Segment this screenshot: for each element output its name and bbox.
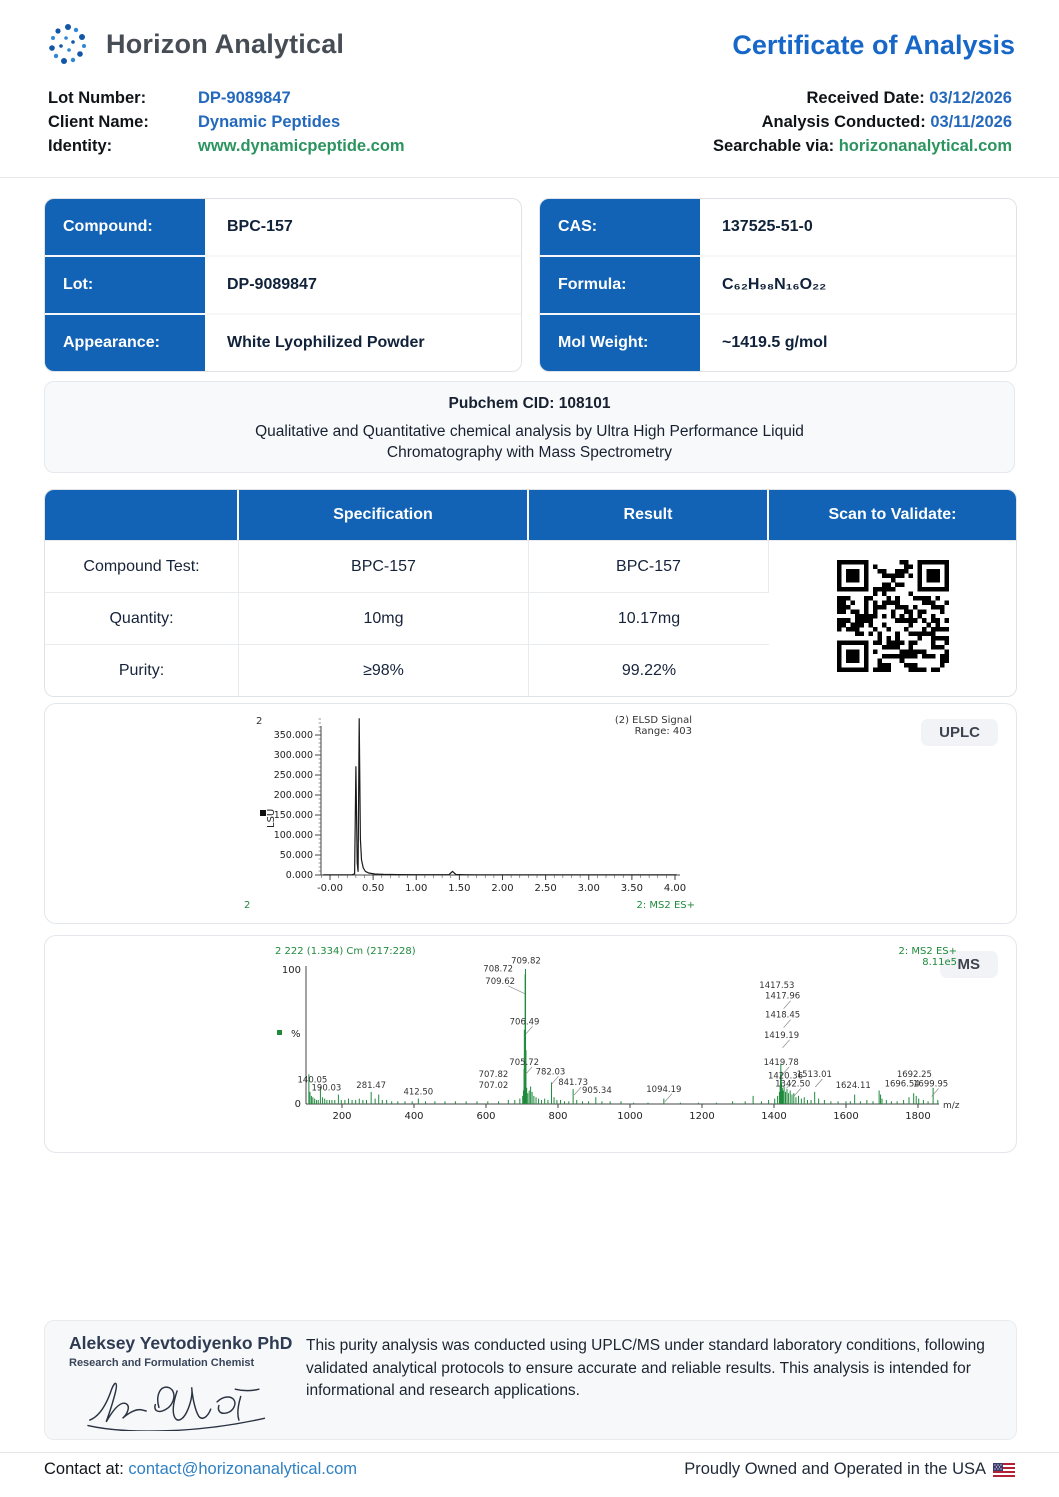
svg-text:100: 100 — [281, 965, 301, 976]
identity-link[interactable]: www.dynamicpeptide.com — [198, 137, 405, 155]
svg-text:1692.25: 1692.25 — [896, 1070, 932, 1080]
svg-text:1000: 1000 — [617, 1111, 643, 1122]
svg-text:782.03: 782.03 — [535, 1067, 566, 1078]
qr-cell — [769, 540, 1016, 696]
appearance-value: White Lyophilized Powder — [227, 334, 425, 351]
ms-panel — [44, 935, 1017, 1153]
signature-panel — [44, 1320, 1017, 1440]
svg-text:4.00: 4.00 — [663, 883, 687, 894]
table-row — [540, 199, 1016, 255]
svg-text:0.000: 0.000 — [285, 870, 313, 881]
spec-table — [45, 490, 1016, 696]
compound-test-spec: BPC-157 — [239, 540, 529, 592]
analysis-date-label: Analysis Conducted: — [761, 113, 926, 131]
svg-text:2: 2 — [256, 716, 263, 727]
svg-text:200: 200 — [332, 1111, 352, 1122]
header-divider — [0, 177, 1059, 178]
svg-text:350.000: 350.000 — [273, 730, 313, 741]
lot-number-value: DP-9089847 — [198, 89, 291, 107]
analysis-note: This purity analysis was conducted using UPLC/MS under standard laboratory conditions, following validated analytical protocols to ensure accurate and reliable results. This analysis is intended for informational and research applications. — [306, 1337, 985, 1399]
cas-label: CAS: — [540, 199, 700, 255]
svg-text:1418.45: 1418.45 — [765, 1010, 801, 1021]
received-date-value: 03/12/2026 — [929, 89, 1012, 107]
client-name-label: Client Name: — [48, 113, 149, 131]
svg-text:2.00: 2.00 — [491, 883, 514, 894]
identity-row — [48, 134, 405, 158]
svg-text:1419.78: 1419.78 — [763, 1057, 799, 1068]
searchable-link[interactable]: horizonanalytical.com — [838, 137, 1012, 155]
table-row — [540, 313, 1016, 371]
svg-text:707.82: 707.82 — [478, 1070, 509, 1080]
svg-text:1696.54: 1696.54 — [884, 1079, 920, 1090]
svg-text:8.11e5: 8.11e5 — [922, 957, 957, 968]
svg-text:2.50: 2.50 — [534, 883, 557, 894]
contact-label: Contact at: — [44, 1460, 124, 1478]
company-name: Horizon Analytical — [106, 28, 345, 59]
brand — [44, 20, 344, 68]
svg-text:841.73: 841.73 — [558, 1078, 588, 1089]
spec-header-result: Result — [529, 490, 769, 540]
svg-text:m/z: m/z — [943, 1101, 960, 1111]
searchable-row — [713, 134, 1012, 158]
contact-email-link[interactable]: contact@horizonanalytical.com — [128, 1460, 357, 1478]
cas-value: 137525-51-0 — [722, 218, 813, 235]
client-name-row — [48, 110, 405, 134]
uplc-chromatogram — [240, 710, 710, 915]
compound-value: BPC-157 — [227, 218, 293, 235]
svg-text:1800: 1800 — [905, 1111, 931, 1122]
compound-test-label: Compound Test: — [45, 540, 239, 592]
svg-text:1420.36: 1420.36 — [767, 1071, 804, 1082]
chemical-info-table — [539, 198, 1017, 372]
svg-text:1419.19: 1419.19 — [763, 1030, 800, 1041]
svg-text:1342.50: 1342.50 — [775, 1079, 811, 1090]
svg-text:1.00: 1.00 — [405, 883, 428, 894]
uplc-badge: UPLC — [921, 719, 998, 746]
client-name-value: Dynamic Peptides — [198, 113, 341, 131]
identity-label: Identity: — [48, 137, 113, 155]
svg-text:281.47: 281.47 — [356, 1080, 387, 1091]
svg-text:905.34: 905.34 — [582, 1086, 612, 1097]
svg-text:800: 800 — [548, 1111, 568, 1122]
formula-label: Formula: — [540, 257, 700, 313]
chemist-title: Research and Formulation Chemist — [69, 1357, 255, 1369]
svg-text:2: 2 — [244, 900, 251, 911]
svg-text:150.000: 150.000 — [273, 810, 313, 821]
received-date-label: Received Date: — [806, 89, 925, 107]
appearance-label: Appearance: — [45, 315, 205, 371]
ms-badge: MS — [940, 951, 999, 978]
quantity-spec: 10mg — [239, 592, 529, 644]
svg-text:250.000: 250.000 — [273, 770, 313, 781]
svg-text:1094.19: 1094.19 — [646, 1084, 682, 1095]
lot-number-row — [48, 86, 405, 110]
svg-text:0.50: 0.50 — [361, 883, 385, 894]
received-date-row — [713, 86, 1012, 110]
formula-value: C₆₂H₉₈N₁₆O₂₂ — [722, 276, 827, 293]
svg-text:%: % — [291, 1029, 301, 1040]
svg-text:(2) ELSD Signal: (2) ELSD Signal — [614, 715, 692, 726]
uplc-panel — [44, 703, 1017, 924]
searchable-label: Searchable via: — [713, 137, 835, 155]
purity-result: 99.22% — [529, 644, 769, 696]
svg-text:709.62: 709.62 — [485, 976, 516, 987]
svg-text:705.72: 705.72 — [509, 1057, 540, 1068]
analysis-description-line1: Qualitative and Quantitative chemical analysis by Ultra High Performance Liquid — [255, 423, 804, 440]
svg-text:706.49: 706.49 — [509, 1017, 540, 1028]
svg-text:709.82: 709.82 — [511, 956, 541, 967]
header-fields-right — [713, 86, 1012, 158]
mass-spectrum — [267, 944, 967, 1144]
purity-label: Purity: — [45, 644, 239, 696]
svg-text:600: 600 — [476, 1111, 496, 1122]
analysis-description — [45, 421, 1014, 463]
svg-text:2 222 (1.334) Cm (217:228): 2 222 (1.334) Cm (217:228) — [275, 946, 416, 957]
svg-text:190.03: 190.03 — [311, 1083, 342, 1094]
table-row — [45, 199, 521, 255]
svg-text:400: 400 — [404, 1111, 424, 1122]
table-row — [45, 540, 1016, 592]
svg-text:-0.00: -0.00 — [317, 883, 343, 894]
svg-text:1417.96: 1417.96 — [765, 991, 801, 1002]
footer-divider — [0, 1452, 1059, 1453]
pubchem-panel — [44, 381, 1015, 473]
compound-label: Compound: — [45, 199, 205, 255]
header-fields-left — [48, 86, 405, 158]
svg-text:3.50: 3.50 — [620, 883, 644, 894]
svg-text:0: 0 — [294, 1099, 301, 1110]
pubchem-cid: Pubchem CID: 108101 — [448, 395, 611, 412]
analysis-description-line2: Chromatography with Mass Spectrometry — [386, 444, 673, 461]
svg-text:300.000: 300.000 — [273, 750, 313, 761]
svg-text:708.72: 708.72 — [483, 964, 514, 975]
svg-text:1.50: 1.50 — [448, 883, 471, 894]
svg-text:707.02: 707.02 — [478, 1080, 509, 1091]
svg-text:1600: 1600 — [833, 1111, 859, 1122]
lot-value: DP-9089847 — [227, 276, 317, 293]
chemist-name: Aleksey Yevtodiyenko PhD — [69, 1333, 293, 1353]
compound-test-result: BPC-157 — [529, 540, 769, 592]
analysis-date-row — [713, 110, 1012, 134]
made-in-text: Proudly Owned and Operated in the USA — [684, 1460, 986, 1478]
svg-text:2: MS2 ES+: 2: MS2 ES+ — [898, 946, 957, 957]
svg-text:412.50: 412.50 — [403, 1087, 434, 1098]
compound-info-table — [44, 198, 522, 372]
svg-text:Range: 403: Range: 403 — [634, 726, 692, 737]
svg-text:140.05: 140.05 — [297, 1075, 328, 1086]
quantity-label: Quantity: — [45, 592, 239, 644]
svg-text:200.000: 200.000 — [273, 790, 313, 801]
svg-text:1624.11: 1624.11 — [835, 1080, 871, 1091]
qr-code — [837, 560, 949, 672]
spec-header-empty — [45, 490, 239, 540]
analysis-date-value: 03/11/2026 — [930, 113, 1012, 131]
page-title: Certificate of Analysis — [732, 30, 1015, 60]
table-row — [45, 255, 521, 313]
purity-spec: ≥98% — [239, 644, 529, 696]
svg-text:1513.01: 1513.01 — [796, 1070, 832, 1080]
svg-text:1400: 1400 — [761, 1111, 787, 1122]
svg-text:1699.95: 1699.95 — [913, 1079, 949, 1090]
footer-made-in — [684, 1460, 1015, 1479]
spec-header-scan: Scan to Validate: — [769, 490, 1016, 540]
svg-text:LSU: LSU — [266, 808, 277, 828]
svg-text:1200: 1200 — [689, 1111, 715, 1122]
spec-table-wrap — [44, 489, 1017, 697]
lot-label: Lot: — [45, 257, 205, 313]
svg-text:3.00: 3.00 — [577, 883, 600, 894]
svg-text:100.000: 100.000 — [273, 830, 313, 841]
mol-weight-label: Mol Weight: — [540, 315, 700, 371]
quantity-result: 10.17mg — [529, 592, 769, 644]
signature — [73, 1371, 283, 1431]
mol-weight-value: ~1419.5 g/mol — [722, 334, 828, 351]
table-row — [540, 255, 1016, 313]
us-flag-icon — [993, 1463, 1015, 1477]
svg-text:2: MS2 ES+: 2: MS2 ES+ — [636, 900, 695, 911]
spec-header-specification: Specification — [239, 490, 529, 540]
svg-text:1417.53: 1417.53 — [759, 980, 795, 991]
svg-text:50.000: 50.000 — [279, 850, 313, 861]
horizon-logo — [44, 20, 92, 68]
footer-contact — [44, 1460, 357, 1479]
table-row — [45, 313, 521, 371]
lot-number-label: Lot Number: — [48, 89, 147, 107]
